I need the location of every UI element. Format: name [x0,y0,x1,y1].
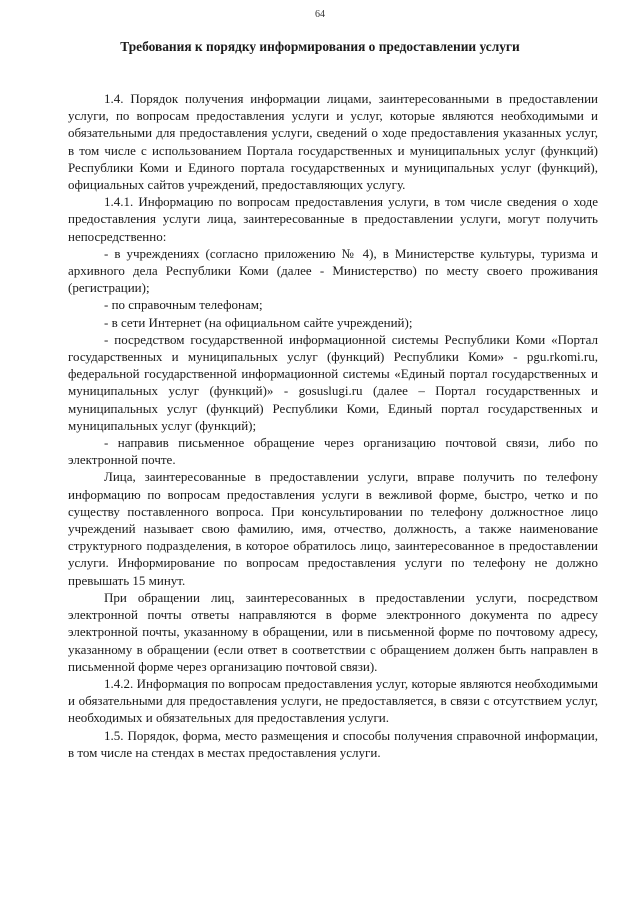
list-item-mail: - направив письменное обращение через организацию почтовой связи, либо по электронной почте. [68,435,598,468]
list-item-institutions: - в учреждениях (согласно приложению № 4), в Министерстве культуры, туризма и архивного дела Республики Коми (далее - Министерство) по месту своего проживания (регистрации); [68,245,598,296]
paragraph-1-4: 1.4. Порядок получения информации лицами, заинтересованными в предоставлении услуги, по вопросам предоставления услуги и услуг, которые являются необходимыми и обязательными для предоставления услуги, сведений о ходе предоставления указанных услуг, в том числе с использованием Портала государственных и муниципальных услуг (функций) Республики Коми и Единого портала государственных и муниципальных услуг (функций), официальных сайтов учреждений, предоставляющих услугу. [68,91,598,193]
list-item-phones: - по справочным телефонам; [104,297,263,313]
list-item-portals: - посредством государственной информационной системы Республики Коми «Портал государственных и муниципальных услуг (функций) Республики Коми» - pgu.rkomi.ru, федеральной государственной информационной системы «Единый портал государственных и муниципальных услуг (функций)» - gosuslugi.ru (далее – Портал государственных и муниципальных услуг (функций) Республики Коми, Единый портал государственных и муниципальных услуг (функций); [68,331,598,433]
list-item-internet: - в сети Интернет (на официальном сайте учреждений); [104,314,413,330]
paragraph-1-4-2: 1.4.2. Информация по вопросам предоставления услуг, которые являются необходимыми и обязательными для предоставления услуги, не предоставляется, в связи с отсутствием услуг, необходимых и обязательных для предоставления услуги. [68,675,598,726]
paragraph-email-requests: При обращении лиц, заинтересованных в предоставлении услуги, посредством электронной почты ответы направляются в форме электронного документа по адресу электронной почты, указанному в обращении, или в письменной форме по почтовому адресу, указанному в обращении (если ответ в соответствии с обращением должен быть направлен в письменной форме через организацию почтовой связи). [68,589,598,674]
section-title: Требования к порядку информирования о предоставлении услуги [120,39,520,54]
paragraph-1-5: 1.5. Порядок, форма, место размещения и способы получения справочной информации, в том числе на стендах в местах предоставления услуги. [68,727,598,760]
paragraph-phone-consulting: Лица, заинтересованные в предоставлении услуги, вправе получить по телефону информацию по вопросам предоставления услуги в вежливой форме, быстро, четко и по существу поставленного вопроса. При консультировании по телефону должностное лицо учреждений называет свою фамилию, имя, отчество, должность, а также наименование структурного подразделения, в которое обратилось лицо, заинтересованное в предоставлении услуги. Информирование по вопросам предоставления услуги по телефону не должно превышать 15 минут. [68,469,598,588]
document-body [68,90,598,761]
paragraph-1-4-1: 1.4.1. Информацию по вопросам предоставления услуги, в том числе сведения о ходе предоставления услуги лица, заинтересованные в предоставлении услуги, могут получить непосредственно: [68,194,598,244]
page-number: 64 [315,9,325,20]
